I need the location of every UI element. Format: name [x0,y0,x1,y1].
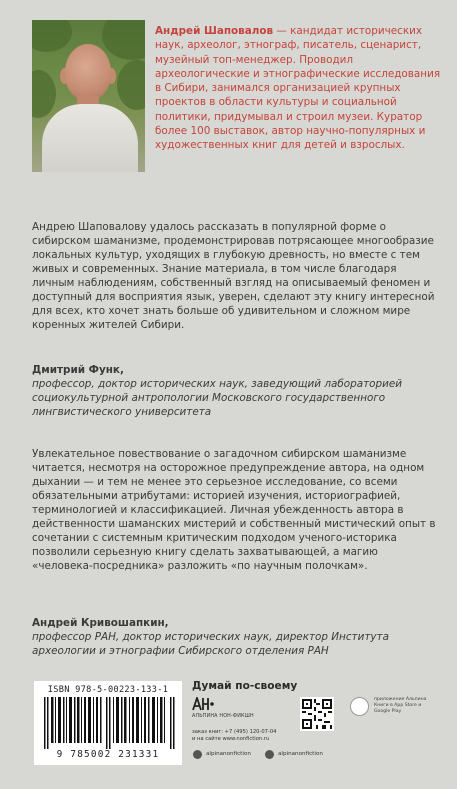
review-1-signature [32,363,437,419]
app-logo-icon [350,697,369,716]
vk-handle: alpinanonfiction [206,751,251,757]
publisher-slogan: Думай по-своему [192,680,298,692]
author-photo [32,20,145,172]
publisher-name: АЛЬПИНА НОН-ФИКШН [192,714,254,719]
author-bio [155,24,445,153]
review-2-author: Андрей Кривошапкин, [32,617,169,629]
review-2-signature [32,616,437,658]
barcode-digits: 9 785002 231331 [56,749,160,760]
barcode-icon [44,697,176,749]
telegram-handle: alpinanonfiction [278,751,323,757]
review-1-text: Андрею Шаповалову удалось рассказать в популярной форме о сибирском шаманизме, продемонстрировав потрясающее многообразие локальных культур, уходящих в глубокую древность, но вместе с тем живых и современных. Знание материала, в том числе благодаря личным наблюдениям, собственный взгляд на описываемый феномен и доступный для восприятия язык, уверен, сделают эту книгу интересной для всех, кто хочет знать больше об удивительном и сложном мире коренных жителей Сибири. [32,221,435,331]
telegram-icon [265,750,274,759]
author-bio-text: — кандидат исторических наук, археолог, этнограф, писатель, сценарист, музейный топ-менеджер. Проводил археологические и этнографические исследования в Сибири, занимался организацией крупных проектов в области культуры и социальной политики, придумывал и строил музеи. Куратор более 100 выставок, автор научно-популярных и художественных книг для детей и взрослых. [155,25,441,152]
order-info [192,729,292,743]
review-1-author-title: профессор, доктор исторических наук, заведующий лабораторией социокультурной антропологии Московского государственного лингвистического университета [32,378,402,418]
review-2-author-title: профессор РАН, доктор исторических наук, директор Института археологии и этнографии Сибирского отделения РАН [32,631,389,657]
review-1-author: Дмитрий Функ, [32,364,124,376]
order-site: и на сайте www.nonfiction.ru [192,736,270,742]
qr-code-icon [300,697,334,731]
publisher-logo-icon [192,697,214,711]
order-phone: заказ книг: +7 (495) 120-07-04 [192,729,277,735]
barcode-block [34,681,182,765]
vk-icon [193,750,202,759]
app-text: приложение Альпина Книги в App Store и Google Play [374,697,427,714]
isbn-label: ISBN 978-5-00223-133-1 [47,685,169,695]
review-2-text: Увлекательное повествование о загадочном сибирском шаманизме читается, несмотря на осторожное предупреждение автора, на одном дыхании — и тем не менее это серьезное исследование, со всеми обязательными атрибутами: историей изучения, историографией, терминологией и классификацией. Личная убежденность автора в действенности шаманских мистерий и собственный мистический опыт в сочетании с системным критическим подходом ученого-историка позволили серьезную книгу сделать захватывающей, а магию «человека-посредника» разложить «по научным полочкам». [32,448,436,572]
author-name: Андрей Шаповалов [155,25,274,37]
